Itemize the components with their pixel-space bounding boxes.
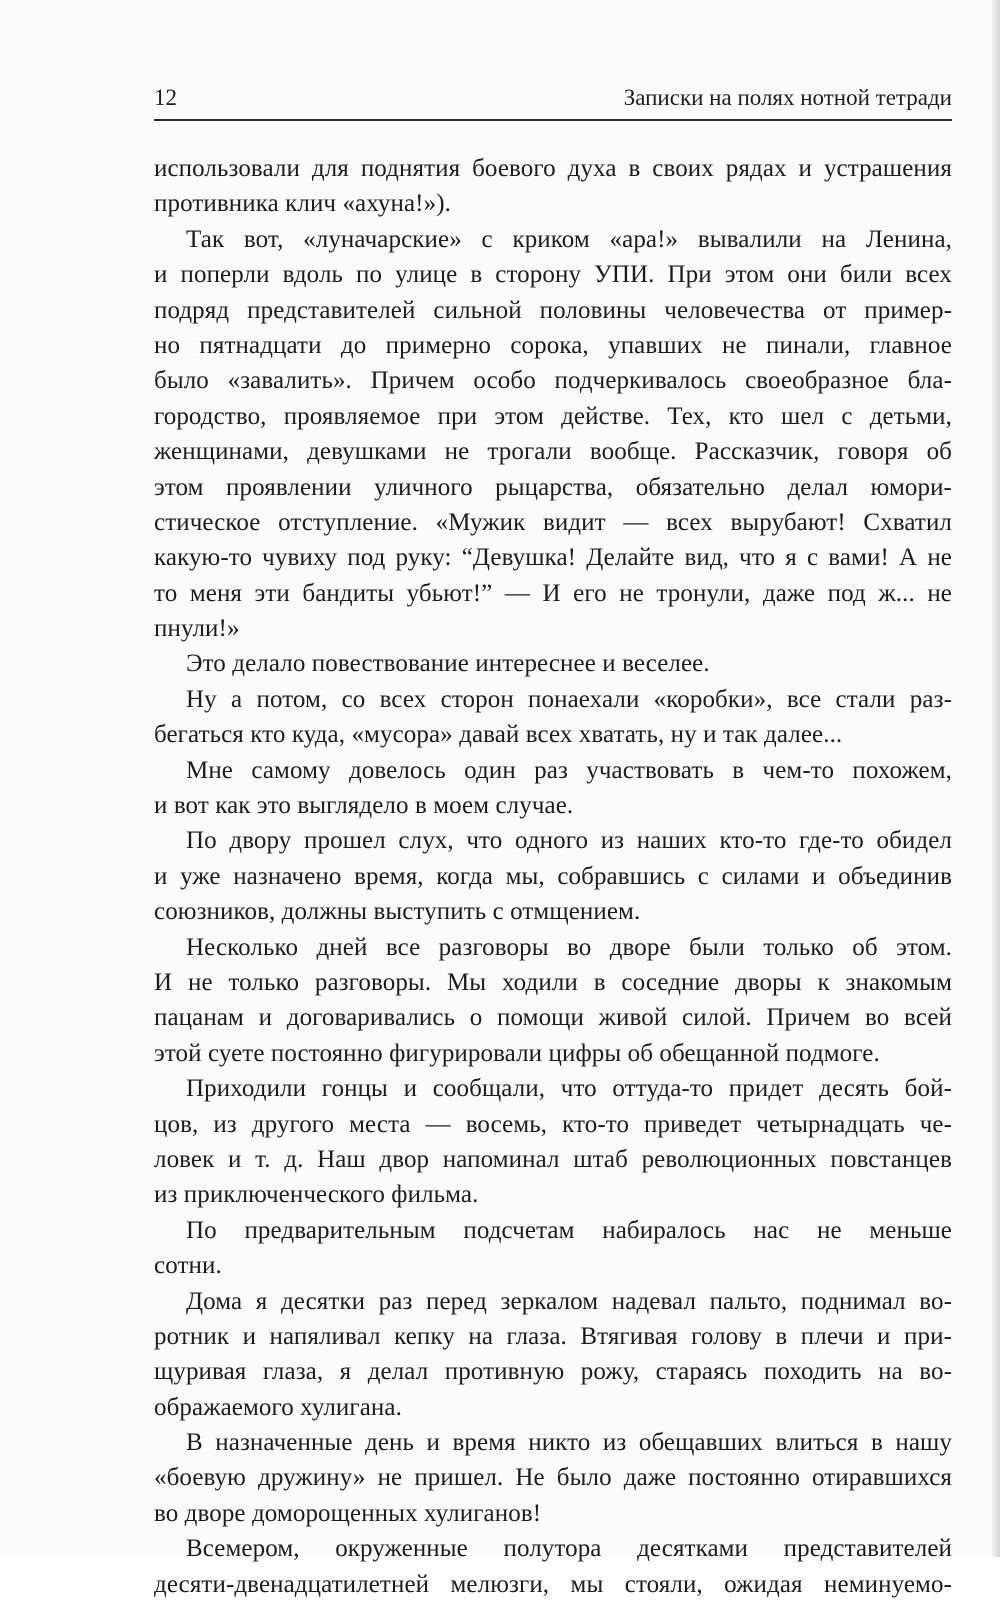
text-line: бегаться кто куда, «мусора» давай всех хватать, ну и так далее... bbox=[154, 721, 843, 749]
text-line: но пятнадцати до примерно сорока, упавших не пинали, главное bbox=[154, 331, 952, 359]
body-text bbox=[154, 151, 952, 1602]
text-line: Всемером, окруженные полутора десятками представителей bbox=[186, 1535, 952, 1563]
text-line: ображаемого хулигана. bbox=[154, 1393, 402, 1421]
text-line: противника клич «ахуна!»). bbox=[154, 190, 451, 218]
text-line: стическое отступление. «Мужик видит — всех вырубают! Схватил bbox=[154, 508, 952, 536]
text-line: В назначенные день и время никто из обещавших влиться в нашу bbox=[186, 1429, 952, 1457]
text-line: цов, из другого места — восемь, кто-то приведет четырнадцать че- bbox=[154, 1110, 952, 1138]
running-head-title: Записки на полях нотной тетради bbox=[623, 85, 952, 110]
text-line: ловек и т. д. Наш двор напоминал штаб революционных повстанцев bbox=[154, 1145, 952, 1173]
text-line: из приключенческого фильма. bbox=[154, 1181, 479, 1209]
text-line: Так вот, «луначарские» с криком «ара!» вывалили на Ленина, bbox=[186, 225, 952, 253]
text-line: этой суете постоянно фигурировали цифры об обещанной подмоге. bbox=[154, 1039, 880, 1067]
text-line: Приходили гонцы и сообщали, что оттуда-то придет десять бой- bbox=[186, 1075, 952, 1103]
text-line: было «завалить». Причем особо подчеркивалось своеобразное бла- bbox=[154, 367, 952, 395]
header-rule bbox=[154, 119, 952, 121]
text-line: использовали для поднятия боевого духа в своих рядах и устрашения bbox=[154, 155, 952, 182]
page-edge-shadow bbox=[992, 0, 1000, 1557]
text-line: пацанам и договаривались о помощи живой силой. Причем во всей bbox=[154, 1004, 952, 1032]
text-line: Это делало повествование интереснее и веселее. bbox=[186, 650, 710, 678]
text-line: сотни. bbox=[154, 1252, 222, 1280]
text-line: Несколько дней все разговоры во дворе были только об этом. bbox=[186, 933, 952, 961]
running-head bbox=[154, 80, 952, 114]
text-line: и поперли вдоль по улице в сторону УПИ. При этом они били всех bbox=[154, 261, 952, 289]
text-line: и вот как это выглядело в моем случае. bbox=[154, 792, 574, 820]
text-line: ротник и напяливал кепку на глаза. Втягивая голову в плечи и при- bbox=[154, 1322, 952, 1350]
text-line: «боевую дружину» не пришел. Не было даже постоянно отиравшихся bbox=[154, 1464, 952, 1492]
text-line: этом проявлении уличного рыцарства, обязательно делал юмори- bbox=[154, 473, 952, 501]
text-line: какую-то чувиху под руку: “Девушка! Делайте вид, что я с вами! А не bbox=[154, 544, 952, 572]
text-line: и уже назначено время, когда мы, собравшись с силами и объединив bbox=[154, 862, 952, 890]
text-line: Ну а потом, со всех сторон понаехали «коробки», все стали раз- bbox=[186, 685, 952, 713]
text-line: По двору прошел слух, что одного из наших кто-то где-то обидел bbox=[186, 827, 952, 855]
text-line: во дворе доморощенных хулиганов! bbox=[154, 1499, 542, 1527]
text-line: И не только разговоры. Мы ходили в соседние дворы к знакомым bbox=[154, 968, 952, 996]
page-number: 12 bbox=[154, 85, 177, 110]
text-line: женщинами, девушками не трогали вообще. Рассказчик, говоря об bbox=[154, 438, 952, 466]
text-line: пнули!» bbox=[154, 615, 240, 643]
text-line: десяти-двенадцатилетней мелюзги, мы стояли, ожидая неминуемо- bbox=[154, 1570, 952, 1598]
text-line: союзников, должны выступить с отмщением. bbox=[154, 898, 641, 926]
text-line: Дома я десятки раз перед зеркалом надевал пальто, поднимал во- bbox=[186, 1287, 952, 1315]
text-line: По предварительным подсчетам набиралось нас не меньше bbox=[186, 1216, 952, 1244]
text-line: то меня эти бандиты убьют!” — И его не тронули, даже под ж... не bbox=[154, 579, 952, 607]
text-line: подряд представителей сильной половины человечества от пример- bbox=[154, 296, 952, 324]
text-line: Мне самому довелось один раз участвовать в чем-то похожем, bbox=[186, 756, 952, 784]
text-line: щуривая глаза, я делал противную рожу, стараясь походить на во- bbox=[154, 1358, 952, 1386]
text-line: городство, проявляемое при этом действе. Тех, кто шел с детьми, bbox=[154, 402, 952, 430]
